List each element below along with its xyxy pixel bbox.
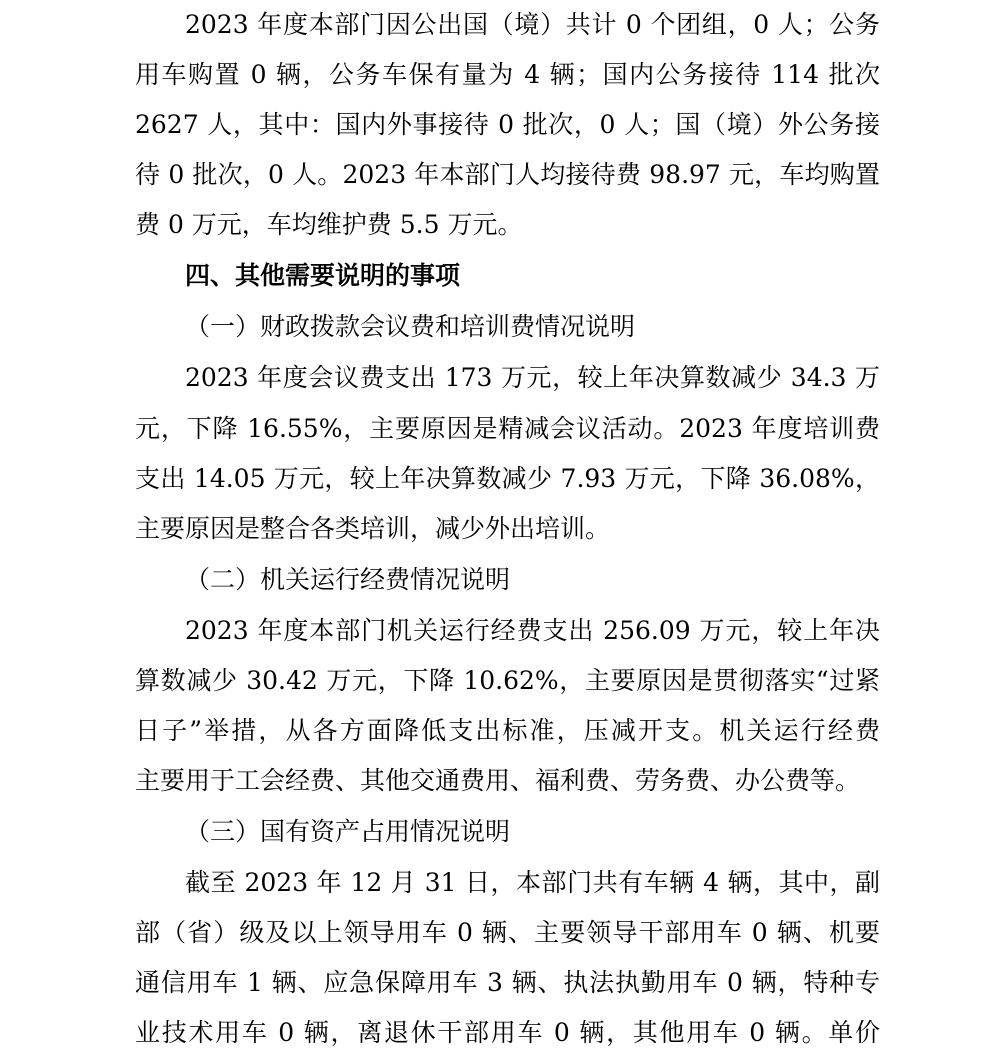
section-heading: 四、其他需要说明的事项 (185, 261, 461, 290)
paragraph-line: 2023 年度会议费支出 173 万元，较上年决算数减少 34.3 万 (185, 363, 880, 392)
paragraph-line: 费 0 万元，车均维护费 5.5 万元。 (135, 210, 523, 239)
paragraph-line: 部（省）级及以上领导用车 0 辆、主要领导干部用车 0 辆、机要 (135, 918, 880, 947)
subsection-heading: （三）国有资产占用情况说明 (185, 817, 511, 846)
subsection-heading: （一）财政拨款会议费和培训费情况说明 (185, 312, 636, 341)
paragraph-line: 通信用车 1 辆、应急保障用车 3 辆、执法执勤用车 0 辆，特种专 (135, 968, 880, 997)
paragraph-line: 2023 年度本部门因公出国（境）共计 0 个团组，0 人；公务 (185, 10, 880, 39)
paragraph-line: 主要原因是整合各类培训，减少外出培训。 (135, 514, 611, 543)
paragraph-line: 业技术用车 0 辆，离退休干部用车 0 辆，其他用车 0 辆。单价 (135, 1018, 880, 1047)
paragraph-line: 待 0 批次，0 人。2023 年本部门人均接待费 98.97 元，车均购置 (135, 160, 880, 189)
paragraph-line: 支出 14.05 万元，较上年决算数减少 7.93 万元，下降 36.08%， (135, 464, 880, 493)
paragraph-line: 2627 人，其中：国内外事接待 0 批次，0 人；国（境）外公务接 (135, 110, 880, 139)
paragraph-line: 2023 年度本部门机关运行经费支出 256.09 万元，较上年决 (185, 616, 880, 645)
paragraph-line: 截至 2023 年 12 月 31 日，本部门共有车辆 4 辆，其中，副 (185, 868, 880, 897)
subsection-heading: （二）机关运行经费情况说明 (185, 565, 511, 594)
paragraph-line: 日子”举措，从各方面降低支出标准，压减开支。机关运行经费 (135, 716, 880, 745)
paragraph-line: 用车购置 0 辆，公务车保有量为 4 辆；国内公务接待 114 批次 (135, 60, 880, 89)
paragraph-line: 元，下降 16.55%，主要原因是精减会议活动。2023 年度培训费 (135, 414, 880, 443)
paragraph-line: 算数减少 30.42 万元，下降 10.62%，主要原因是贯彻落实“过紧 (135, 666, 880, 695)
paragraph-line: 主要用于工会经费、其他交通费用、福利费、劳务费、办公费等。 (135, 766, 861, 795)
